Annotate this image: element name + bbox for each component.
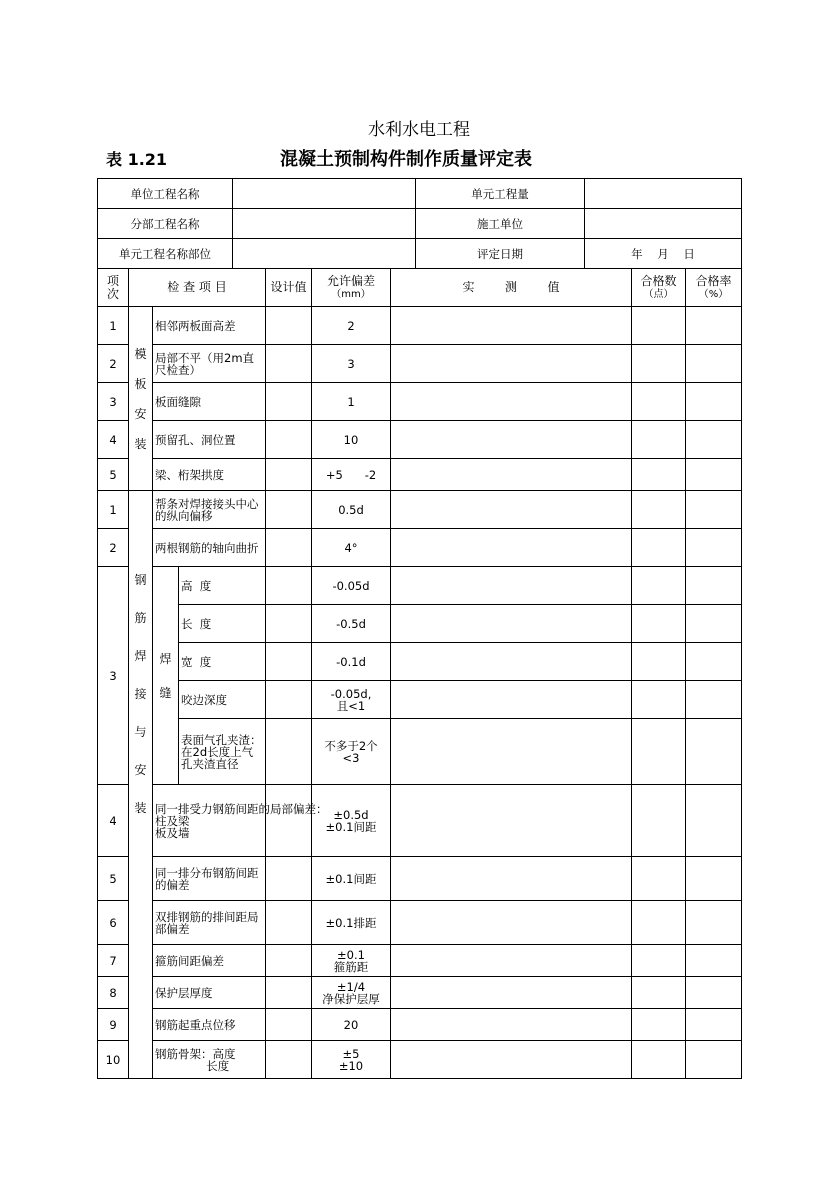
column-header-row	[98, 269, 742, 307]
measured-cell[interactable]	[391, 459, 632, 491]
row-no: 8	[98, 977, 129, 1009]
info-table	[97, 178, 742, 269]
tolerance-cell: 1	[312, 383, 391, 421]
design-cell[interactable]	[266, 785, 312, 857]
unit-project-value[interactable]	[233, 179, 416, 209]
tolerance-cell: 0.5d	[312, 491, 391, 529]
row-no: 6	[98, 901, 129, 945]
pass-rate-cell[interactable]	[686, 345, 742, 383]
sub-project-value[interactable]	[233, 209, 416, 239]
design-cell[interactable]	[266, 945, 312, 977]
unit-element-qty-label: 单元工程量	[416, 179, 585, 209]
tolerance-cell: ±0.1排距	[312, 901, 391, 945]
pass-rate-cell[interactable]	[686, 719, 742, 785]
row-no: 1	[98, 491, 129, 529]
row-item: 帮条对焊接接头中心的纵向偏移	[153, 491, 266, 529]
table-row	[98, 421, 742, 459]
measured-cell[interactable]	[391, 345, 632, 383]
design-cell[interactable]	[266, 459, 312, 491]
pass-rate-cell[interactable]	[686, 567, 742, 605]
measured-cell[interactable]	[391, 681, 632, 719]
pass-rate-cell[interactable]	[686, 605, 742, 643]
design-cell[interactable]	[266, 643, 312, 681]
tolerance-cell: 3	[312, 345, 391, 383]
pass-count-cell[interactable]	[632, 307, 686, 345]
formwork-char: 板	[134, 376, 147, 391]
row-item: 长 度	[179, 605, 266, 643]
measured-cell[interactable]	[391, 643, 632, 681]
col-tolerance-unit: （mm）	[331, 288, 371, 300]
design-cell[interactable]	[266, 529, 312, 567]
table-row	[98, 345, 742, 383]
eval-date-label: 评定日期	[416, 239, 585, 269]
form-title: 混凝土预制构件制作质量评定表	[280, 149, 532, 170]
rebar-char: 钢	[134, 573, 147, 587]
measured-cell[interactable]	[391, 491, 632, 529]
pass-count-cell[interactable]	[632, 491, 686, 529]
pass-count-cell[interactable]	[632, 459, 686, 491]
design-cell[interactable]	[266, 421, 312, 459]
design-cell[interactable]	[266, 491, 312, 529]
design-cell[interactable]	[266, 345, 312, 383]
inspection-table	[97, 268, 742, 1079]
tolerance-cell: 2	[312, 307, 391, 345]
rebar-char: 安	[134, 763, 147, 777]
pass-rate-cell[interactable]	[686, 491, 742, 529]
pass-rate-cell[interactable]	[686, 1009, 742, 1041]
measured-cell[interactable]	[391, 719, 632, 785]
col-tolerance-label: 允许偏差	[326, 273, 375, 288]
table-row	[98, 1009, 742, 1041]
rebar-char: 筋	[134, 611, 147, 625]
col-measured: 实 测 值	[391, 269, 632, 307]
table-row	[98, 605, 742, 643]
measured-cell[interactable]	[391, 977, 632, 1009]
pass-rate-cell[interactable]	[686, 945, 742, 977]
formwork-char: 安	[134, 406, 147, 421]
pass-count-cell[interactable]	[632, 901, 686, 945]
design-cell[interactable]	[266, 383, 312, 421]
col-design: 设计值	[266, 269, 312, 307]
row-item: 预留孔、洞位置	[153, 421, 266, 459]
row-item: 梁、桁架拱度	[153, 459, 266, 491]
row-item: 同一排分布钢筋间距的偏差	[153, 857, 266, 901]
row-item: 高 度	[179, 567, 266, 605]
tolerance-cell: -0.1d	[312, 643, 391, 681]
unit-project-label: 单位工程名称	[98, 179, 233, 209]
row-item: 两根钢筋的轴向曲折	[153, 529, 266, 567]
pass-rate-cell[interactable]	[686, 1041, 742, 1079]
measured-cell[interactable]	[391, 857, 632, 901]
design-cell[interactable]	[266, 567, 312, 605]
eval-date-value[interactable]: 年 月 日	[585, 239, 742, 269]
pass-count-cell[interactable]	[632, 383, 686, 421]
row-item: 表面气孔夹渣：在2d长度上气孔夹渣直径	[179, 719, 266, 785]
tolerance-cell: 10	[312, 421, 391, 459]
document-supertitle: 水利水电工程	[368, 120, 470, 140]
table-row	[98, 945, 742, 977]
table-row	[98, 529, 742, 567]
measured-cell[interactable]	[391, 567, 632, 605]
pass-rate-cell[interactable]	[686, 681, 742, 719]
rebar-group-label	[129, 491, 153, 1079]
tolerance-cell: ±0.1间距	[312, 857, 391, 901]
col-pass-rate-label: 合格率	[695, 273, 732, 288]
row-no: 9	[98, 1009, 129, 1041]
tolerance-cell: 20	[312, 1009, 391, 1041]
row-item: 咬边深度	[179, 681, 266, 719]
tolerance-cell: -0.05d, 且<1	[312, 681, 391, 719]
measured-cell[interactable]	[391, 901, 632, 945]
measured-cell[interactable]	[391, 605, 632, 643]
pass-rate-cell[interactable]	[686, 307, 742, 345]
tolerance-cell: ±0.1 箍筋距	[312, 945, 391, 977]
table-number: 表 1.21	[106, 150, 168, 169]
formwork-char: 装	[134, 436, 147, 451]
rebar-char: 焊	[134, 649, 147, 663]
rebar-char: 接	[134, 687, 147, 701]
row-item: 同一排受力钢筋间距的局部偏差： 柱及梁 板及墙	[153, 785, 266, 857]
row-no: 5	[98, 459, 129, 491]
row-item: 宽 度	[179, 643, 266, 681]
pass-rate-cell[interactable]	[686, 785, 742, 857]
row-item: 相邻两板面高差	[153, 307, 266, 345]
design-cell[interactable]	[266, 719, 312, 785]
row-no: 4	[98, 421, 129, 459]
pass-count-cell[interactable]	[632, 977, 686, 1009]
pass-rate-cell[interactable]	[686, 857, 742, 901]
tolerance-cell: ±0.5d ±0.1间距	[312, 785, 391, 857]
pass-count-cell[interactable]	[632, 857, 686, 901]
table-row	[98, 977, 742, 1009]
formwork-group-label	[129, 307, 153, 491]
pass-count-cell[interactable]	[632, 605, 686, 643]
table-row	[98, 459, 742, 491]
pass-count-cell[interactable]	[632, 945, 686, 977]
measured-cell[interactable]	[391, 421, 632, 459]
pass-count-cell[interactable]	[632, 719, 686, 785]
design-cell[interactable]	[266, 1009, 312, 1041]
pass-rate-cell[interactable]	[686, 529, 742, 567]
tolerance-cell: ±1/4 净保护层厚	[312, 977, 391, 1009]
pass-count-cell[interactable]	[632, 785, 686, 857]
table-row	[98, 491, 742, 529]
sub-project-label: 分部工程名称	[98, 209, 233, 239]
row-item: 双排钢筋的排间距局部偏差	[153, 901, 266, 945]
pass-count-cell[interactable]	[632, 1009, 686, 1041]
row-item: 钢筋骨架：高度 长度	[153, 1041, 266, 1079]
measured-cell[interactable]	[391, 945, 632, 977]
row-item: 局部不平（用2m直尺检查）	[153, 345, 266, 383]
formwork-char: 模	[134, 346, 147, 361]
row-item: 钢筋起重点位移	[153, 1009, 266, 1041]
col-pass-count	[632, 269, 686, 307]
design-cell[interactable]	[266, 901, 312, 945]
design-cell[interactable]	[266, 681, 312, 719]
measured-cell[interactable]	[391, 1041, 632, 1079]
row-no: 3	[98, 567, 129, 785]
col-item: 检 查 项 目	[129, 269, 266, 307]
table-row	[98, 681, 742, 719]
rebar-char: 装	[134, 801, 147, 815]
design-cell[interactable]	[266, 1041, 312, 1079]
row-no: 3	[98, 383, 129, 421]
row-item: 保护层厚度	[153, 977, 266, 1009]
pass-rate-cell[interactable]	[686, 459, 742, 491]
table-row	[98, 785, 742, 857]
design-cell[interactable]	[266, 307, 312, 345]
tolerance-cell: 不多于2个 <3	[312, 719, 391, 785]
design-cell[interactable]	[266, 977, 312, 1009]
pass-count-cell[interactable]	[632, 1041, 686, 1079]
tolerance-cell: ±5 ±10	[312, 1041, 391, 1079]
pass-rate-cell[interactable]	[686, 643, 742, 681]
measured-cell[interactable]	[391, 785, 632, 857]
measured-cell[interactable]	[391, 1009, 632, 1041]
weld-char: 焊	[159, 651, 172, 666]
weld-group-label	[153, 567, 179, 785]
measured-cell[interactable]	[391, 383, 632, 421]
col-pass-count-unit: （点）	[643, 288, 674, 300]
pass-count-cell[interactable]	[632, 421, 686, 459]
tolerance-cell: -0.05d	[312, 567, 391, 605]
pass-count-cell[interactable]	[632, 567, 686, 605]
tolerance-cell: 4°	[312, 529, 391, 567]
table-row	[98, 901, 742, 945]
tolerance-cell: +5 -2	[312, 459, 391, 491]
pass-rate-cell[interactable]	[686, 421, 742, 459]
element-name-value[interactable]	[233, 239, 416, 269]
table-row	[98, 307, 742, 345]
design-cell[interactable]	[266, 605, 312, 643]
col-pass-rate	[686, 269, 742, 307]
measured-cell[interactable]	[391, 529, 632, 567]
row-no: 10	[98, 1041, 129, 1079]
table-row	[98, 857, 742, 901]
design-cell[interactable]	[266, 857, 312, 901]
pass-count-cell[interactable]	[632, 643, 686, 681]
table-row	[98, 719, 742, 785]
pass-count-cell[interactable]	[632, 681, 686, 719]
row-item: 板面缝隙	[153, 383, 266, 421]
table-row	[98, 643, 742, 681]
pass-rate-cell[interactable]	[686, 383, 742, 421]
row-no: 2	[98, 345, 129, 383]
col-pass-rate-unit: （%）	[698, 288, 729, 300]
pass-count-cell[interactable]	[632, 345, 686, 383]
table-row	[98, 383, 742, 421]
rebar-char: 与	[134, 725, 147, 739]
contractor-label: 施工单位	[416, 209, 585, 239]
tolerance-cell: -0.5d	[312, 605, 391, 643]
row-item: 箍筋间距偏差	[153, 945, 266, 977]
element-name-label: 单元工程名称部位	[98, 239, 233, 269]
row-no: 4	[98, 785, 129, 857]
row-no: 5	[98, 857, 129, 901]
col-tolerance	[312, 269, 391, 307]
col-seq: 项次	[98, 269, 129, 307]
weld-char: 缝	[159, 685, 172, 700]
row-no: 7	[98, 945, 129, 977]
row-no: 1	[98, 307, 129, 345]
col-pass-count-label: 合格数	[640, 273, 677, 288]
table-row	[98, 1041, 742, 1079]
table-row	[98, 567, 742, 605]
measured-cell[interactable]	[391, 307, 632, 345]
row-no: 2	[98, 529, 129, 567]
pass-rate-cell[interactable]	[686, 977, 742, 1009]
unit-element-qty-value[interactable]	[585, 179, 742, 209]
pass-rate-cell[interactable]	[686, 901, 742, 945]
pass-count-cell[interactable]	[632, 529, 686, 567]
contractor-value[interactable]	[585, 209, 742, 239]
